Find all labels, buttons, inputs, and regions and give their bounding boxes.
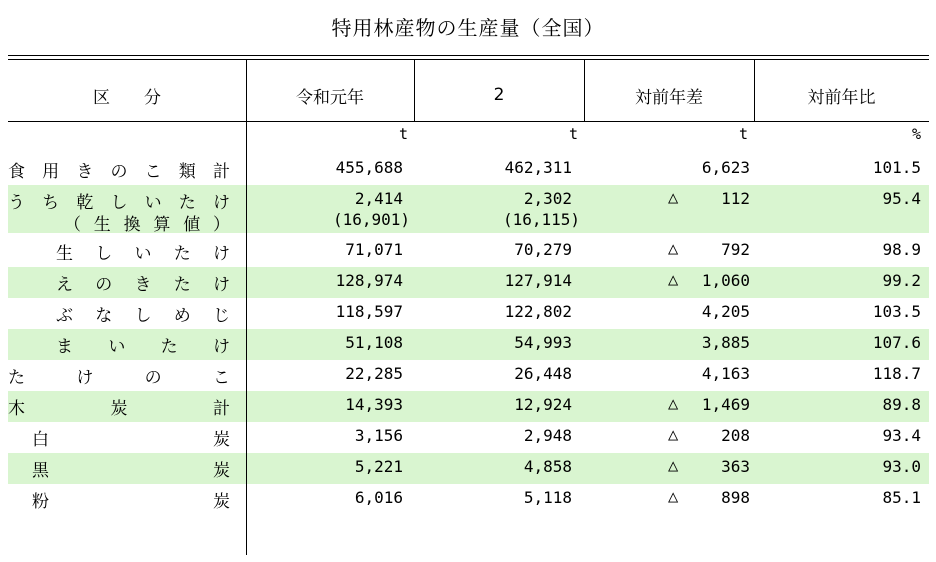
table-row [8, 185, 929, 233]
cell-r2: 4,858 [523, 457, 572, 476]
cell-ratio: 89.8 [882, 395, 921, 414]
row-label: 粉 炭 [32, 492, 230, 512]
cell-r1: 455,688 [335, 158, 403, 177]
cell-r1: 3,156 [354, 426, 403, 445]
decrease-mark: △ [668, 394, 679, 414]
cell-r2: 12,924 [514, 395, 572, 414]
table-row [8, 298, 929, 329]
cell-r1: 2,414 [354, 189, 403, 208]
header-category: 区 分 [93, 87, 161, 108]
table-top-rule [8, 55, 929, 56]
cell-sub-r1: (16,901) [332, 210, 410, 229]
cell-ratio: 93.4 [882, 426, 921, 445]
cell-diff: 3,885 [701, 333, 750, 352]
header-r1: 令和元年 [296, 87, 364, 108]
cell-r1: 6,016 [354, 488, 403, 507]
cell-diff: 1,469 [701, 395, 750, 414]
table-row [8, 329, 929, 360]
cell-diff: 792 [721, 240, 750, 259]
cell-r1: 14,393 [345, 395, 403, 414]
cell-r1: 128,974 [335, 271, 403, 290]
unit-r2: t [568, 125, 578, 143]
row-label: た け の こ [8, 368, 230, 388]
header-diff: 対前年差 [635, 87, 703, 108]
row-label: 食 用 き の こ 類 計 [8, 162, 230, 182]
cell-r2: 127,914 [504, 271, 572, 290]
col-divider-4 [754, 59, 755, 121]
table-row [8, 236, 929, 267]
header-ratio: 対前年比 [807, 87, 876, 108]
cell-r2: 26,448 [514, 364, 572, 383]
col-divider-2 [414, 59, 415, 121]
decrease-mark: △ [668, 456, 679, 476]
cell-diff: 1,060 [701, 271, 750, 290]
decrease-mark: △ [668, 270, 679, 290]
cell-ratio: 107.6 [872, 333, 921, 352]
col-divider-3 [584, 59, 585, 121]
cell-ratio: 98.9 [882, 240, 921, 259]
cell-ratio: 95.4 [882, 189, 921, 208]
cell-r1: 71,071 [345, 240, 403, 259]
cell-sub-r2: (16,115) [502, 210, 580, 229]
cell-diff: 898 [721, 488, 750, 507]
table-row [8, 484, 929, 515]
cell-ratio: 103.5 [872, 302, 921, 321]
decrease-mark: △ [668, 188, 679, 208]
row-label: 白 炭 [32, 430, 230, 450]
unit-diff: t [738, 125, 748, 143]
cell-r2: 462,311 [504, 158, 572, 177]
cell-diff: 6,623 [701, 158, 750, 177]
table-row [8, 422, 929, 453]
page-title: 特用林産物の生産量（全国） [331, 16, 605, 40]
cell-r2: 2,948 [523, 426, 572, 445]
table-row [8, 391, 929, 422]
cell-ratio: 118.7 [872, 364, 921, 383]
row-label: 生 し い た け [56, 244, 230, 264]
cell-diff: 4,205 [701, 302, 750, 321]
table-row [8, 267, 929, 298]
cell-r2: 122,802 [504, 302, 572, 321]
cell-ratio: 101.5 [872, 158, 921, 177]
row-label: ま い た け [56, 337, 230, 357]
unit-r1: t [398, 125, 408, 143]
table-row [8, 453, 929, 484]
col-divider-1 [246, 59, 247, 555]
row-label: え の き た け [56, 275, 230, 295]
production-table [8, 55, 929, 555]
cell-diff: 4,163 [701, 364, 750, 383]
row-label: う ち 乾 し い た け [8, 193, 230, 213]
cell-ratio: 85.1 [882, 488, 921, 507]
row-label: 木 炭 計 [8, 399, 230, 419]
cell-diff: 363 [721, 457, 750, 476]
cell-r1: 22,285 [345, 364, 403, 383]
row-label: ぶ な し め じ [56, 306, 230, 326]
cell-r1: 51,108 [345, 333, 403, 352]
cell-ratio: 99.2 [882, 271, 921, 290]
unit-ratio: % [911, 125, 921, 143]
cell-r2: 5,118 [523, 488, 572, 507]
table-row [8, 360, 929, 391]
table-row [8, 154, 929, 185]
row-label: 黒 炭 [32, 461, 230, 481]
cell-diff: 112 [721, 189, 750, 208]
header-r2: 2 [493, 85, 505, 105]
cell-r1: 5,221 [354, 457, 403, 476]
row-sub-label: （ 生 換 算 値 ） [64, 215, 230, 235]
cell-r2: 2,302 [523, 189, 572, 208]
table-top-rule-inner [8, 59, 929, 60]
cell-r2: 70,279 [514, 240, 572, 259]
decrease-mark: △ [668, 239, 679, 259]
cell-diff: 208 [721, 426, 750, 445]
decrease-mark: △ [668, 425, 679, 445]
cell-r1: 118,597 [335, 302, 403, 321]
cell-r2: 54,993 [514, 333, 572, 352]
decrease-mark: △ [668, 487, 679, 507]
cell-ratio: 93.0 [882, 457, 921, 476]
